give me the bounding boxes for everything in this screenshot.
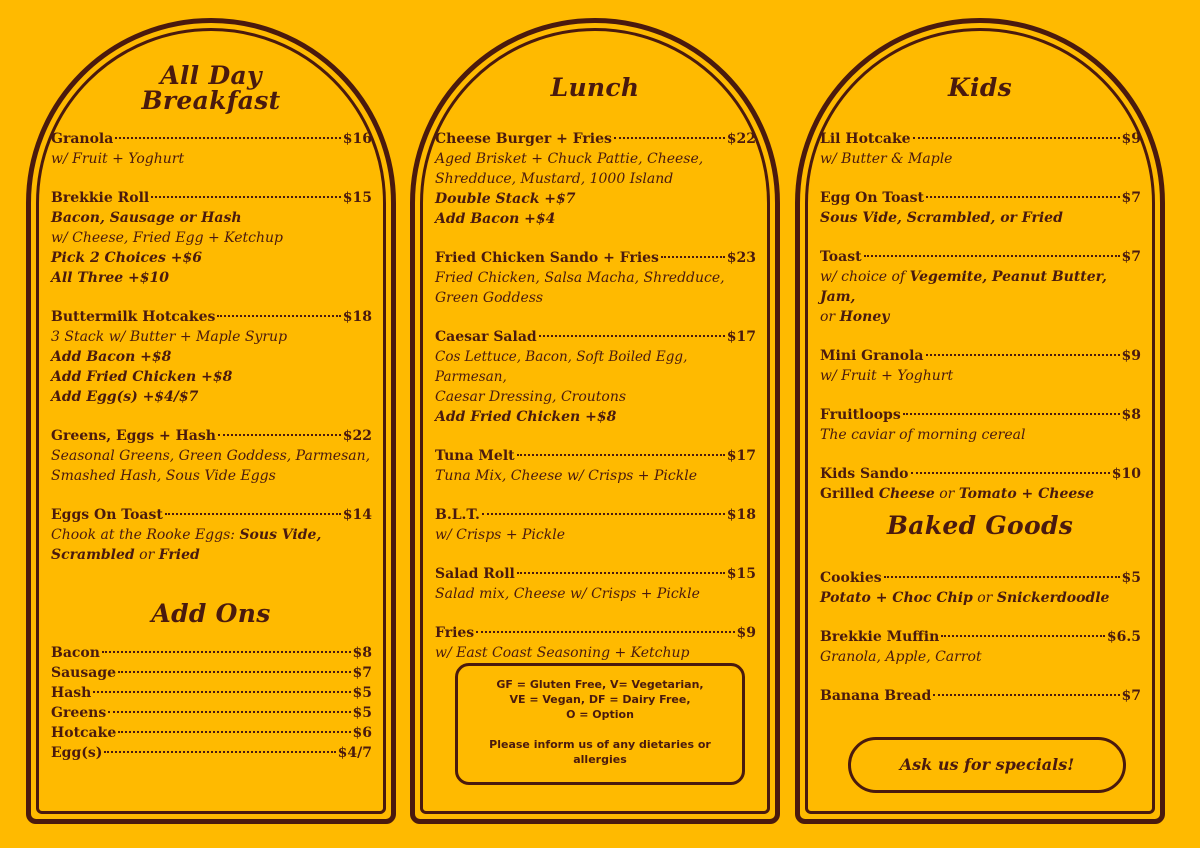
menu-item: [820, 346, 1141, 386]
lunch-heading: Lunch: [550, 73, 640, 102]
addon-item: Hash $5: [51, 685, 372, 701]
item-name: B.L.T.: [435, 507, 480, 523]
dot-leader: [926, 196, 1120, 198]
menu-item: [435, 248, 756, 308]
item-option: Bacon, Sausage or Hash: [51, 210, 242, 226]
dot-leader: [93, 691, 350, 693]
item-name: Greens, Eggs + Hash: [51, 428, 216, 444]
dot-leader: [151, 196, 341, 198]
dot-leader: [926, 354, 1120, 356]
item-name: Banana Bread: [820, 688, 932, 704]
item-name: Toast: [820, 249, 862, 265]
item-price: $15: [726, 566, 756, 582]
item-option: Add Fried Chicken +$8: [51, 369, 233, 385]
addon-item: Sausage $7: [51, 665, 372, 681]
item-desc: Cos Lettuce, Bacon, Soft Boiled Egg, Parmesan,: [435, 349, 688, 385]
menu-item: [435, 564, 756, 604]
item-price: $9: [1121, 348, 1141, 364]
baked-goods-heading: Baked Goods: [886, 511, 1074, 540]
dot-leader: [476, 631, 734, 633]
menu-item: [435, 129, 756, 229]
item-desc: Tuna Mix, Cheese w/ Crisps + Pickle: [435, 468, 697, 484]
item-name: Lil Hotcake: [820, 131, 911, 147]
item-option: Potato + Choc Chip or Snickerdoodle: [820, 590, 1110, 606]
dot-leader: [933, 694, 1119, 696]
kids-heading: Kids: [948, 73, 1012, 102]
item-name: Fruitloops: [820, 407, 901, 423]
item-desc: Salad mix, Cheese w/ Crisps + Pickle: [435, 586, 700, 602]
item-desc: The caviar of morning cereal: [820, 427, 1026, 443]
dot-leader: [614, 137, 725, 139]
menu-item: [820, 247, 1141, 327]
item-name: Brekkie Muffin: [820, 629, 940, 645]
addons-list: [51, 643, 372, 763]
item-price: $14: [342, 507, 372, 523]
item-price: $16: [342, 131, 372, 147]
addon-item: Egg(s) $4/7: [51, 745, 372, 761]
menu-item: [820, 686, 1141, 706]
item-name: Fries: [435, 625, 475, 641]
dietary-legend: GF = Gluten Free, V= Vegetarian, VE = Vegan, DF = Dairy Free, O = Option Please inform us of any dietaries or allergies: [455, 663, 745, 785]
menu-item: [435, 327, 756, 427]
item-name: Cookies: [820, 570, 882, 586]
dot-leader: [661, 256, 725, 258]
dot-leader: [217, 315, 340, 317]
menu-item: [51, 188, 372, 288]
item-desc: Smashed Hash, Sous Vide Eggs: [51, 468, 276, 484]
dot-leader: [517, 572, 725, 574]
item-name: Fried Chicken Sando + Fries: [435, 250, 659, 266]
item-price: $5: [1121, 570, 1141, 586]
item-price: $7: [1121, 190, 1141, 206]
item-price: $10: [1111, 466, 1141, 482]
item-desc: w/ Fruit + Yoghurt: [51, 151, 185, 167]
dot-leader: [165, 513, 341, 515]
addon-item: Bacon $8: [51, 645, 372, 661]
item-option: All Three +$10: [51, 270, 169, 286]
dot-leader: [903, 413, 1120, 415]
baked-list: [820, 568, 1141, 706]
menu-item: [51, 307, 372, 407]
item-price: $6.5: [1106, 629, 1141, 645]
lunch-list: [435, 129, 756, 663]
item-name: Salad Roll: [435, 566, 515, 582]
item-price: $8: [1121, 407, 1141, 423]
item-desc: Aged Brisket + Chuck Pattie, Cheese,: [435, 151, 704, 167]
dot-leader: [517, 454, 725, 456]
dot-leader: [539, 335, 725, 337]
item-desc: w/ Crisps + Pickle: [435, 527, 565, 543]
menu-item: [820, 129, 1141, 169]
item-option: Add Egg(s) +$4/$7: [51, 389, 199, 405]
item-desc: Shredduce, Mustard, 1000 Island: [435, 171, 674, 187]
item-price: $22: [342, 428, 372, 444]
item-desc: w/ choice of Vegemite, Peanut Butter, Jam,: [820, 269, 1107, 305]
item-desc: w/ Fruit + Yoghurt: [820, 368, 954, 384]
item-option: Add Fried Chicken +$8: [435, 409, 617, 425]
menu-item: [51, 426, 372, 486]
menu-item: [820, 627, 1141, 667]
menu-item: [435, 446, 756, 486]
item-name: Granola: [51, 131, 114, 147]
item-desc: Scrambled or Fried: [51, 547, 200, 563]
item-price: $23: [726, 250, 756, 266]
item-name: Eggs On Toast: [51, 507, 163, 523]
item-name: Kids Sando: [820, 466, 909, 482]
dot-leader: [102, 651, 351, 653]
dot-leader: [115, 137, 340, 139]
menu-item: [820, 568, 1141, 608]
item-desc: 3 Stack w/ Butter + Maple Syrup: [51, 329, 288, 345]
item-desc: Fried Chicken, Salsa Macha, Shredduce,: [435, 270, 725, 286]
item-name: Mini Granola: [820, 348, 924, 364]
menu-item: [435, 505, 756, 545]
item-price: $9: [736, 625, 756, 641]
dot-leader: [218, 434, 341, 436]
menu-item: [51, 505, 372, 565]
dot-leader: [104, 751, 335, 753]
dot-leader: [864, 255, 1120, 257]
item-desc: Seasonal Greens, Green Goddess, Parmesan,: [51, 448, 371, 464]
item-name: Buttermilk Hotcakes: [51, 309, 216, 325]
item-price: $17: [726, 448, 756, 464]
dot-leader: [911, 472, 1110, 474]
dot-leader: [884, 576, 1120, 578]
dot-leader: [108, 711, 350, 713]
dot-leader: [118, 731, 350, 733]
dot-leader: [118, 671, 351, 673]
breakfast-panel: [26, 18, 396, 824]
item-name: Tuna Melt: [435, 448, 515, 464]
item-price: $7: [1121, 249, 1141, 265]
item-price: $22: [726, 131, 756, 147]
kids-panel: [795, 18, 1165, 824]
item-name: Brekkie Roll: [51, 190, 150, 206]
item-desc: or Honey: [820, 309, 890, 325]
breakfast-heading: All Day Breakfast: [141, 61, 281, 115]
item-name: Caesar Salad: [435, 329, 537, 345]
addon-item: Greens $5: [51, 705, 372, 721]
item-desc: Green Goddess: [435, 290, 544, 306]
menu-item: [820, 188, 1141, 228]
lunch-panel: [410, 18, 780, 824]
dot-leader: [941, 635, 1105, 637]
item-option: Add Bacon +$8: [51, 349, 172, 365]
item-desc: Chook at the Rooke Eggs: Sous Vide,: [51, 527, 322, 543]
item-option: Pick 2 Choices +$6: [51, 250, 202, 266]
addons-heading: Add Ons: [151, 599, 271, 628]
menu-item: [820, 464, 1141, 504]
item-price: $17: [726, 329, 756, 345]
item-desc: w/ East Coast Seasoning + Ketchup: [435, 645, 690, 661]
item-desc: Caesar Dressing, Croutons: [435, 389, 627, 405]
item-price: $15: [342, 190, 372, 206]
addon-item: Hotcake $6: [51, 725, 372, 741]
item-option: Add Bacon +$4: [435, 211, 556, 227]
dot-leader: [482, 513, 725, 515]
item-desc: w/ Cheese, Fried Egg + Ketchup: [51, 230, 284, 246]
breakfast-list: [51, 129, 372, 565]
item-price: $18: [342, 309, 372, 325]
kids-list: [820, 129, 1141, 504]
item-option: Double Stack +$7: [435, 191, 576, 207]
item-price: $9: [1121, 131, 1141, 147]
item-option: Sous Vide, Scrambled, or Fried: [820, 210, 1063, 226]
item-desc: Grilled Cheese or Tomato + Cheese: [820, 486, 1095, 502]
dot-leader: [913, 137, 1120, 139]
item-price: $18: [726, 507, 756, 523]
menu-item: [51, 129, 372, 169]
item-desc: Granola, Apple, Carrot: [820, 649, 982, 665]
item-name: Cheese Burger + Fries: [435, 131, 612, 147]
menu-item: [435, 623, 756, 663]
ask-for-specials-badge: Ask us for specials!: [848, 737, 1126, 793]
item-name: Egg On Toast: [820, 190, 924, 206]
menu-item: [820, 405, 1141, 445]
item-price: $7: [1121, 688, 1141, 704]
item-desc: w/ Butter & Maple: [820, 151, 953, 167]
